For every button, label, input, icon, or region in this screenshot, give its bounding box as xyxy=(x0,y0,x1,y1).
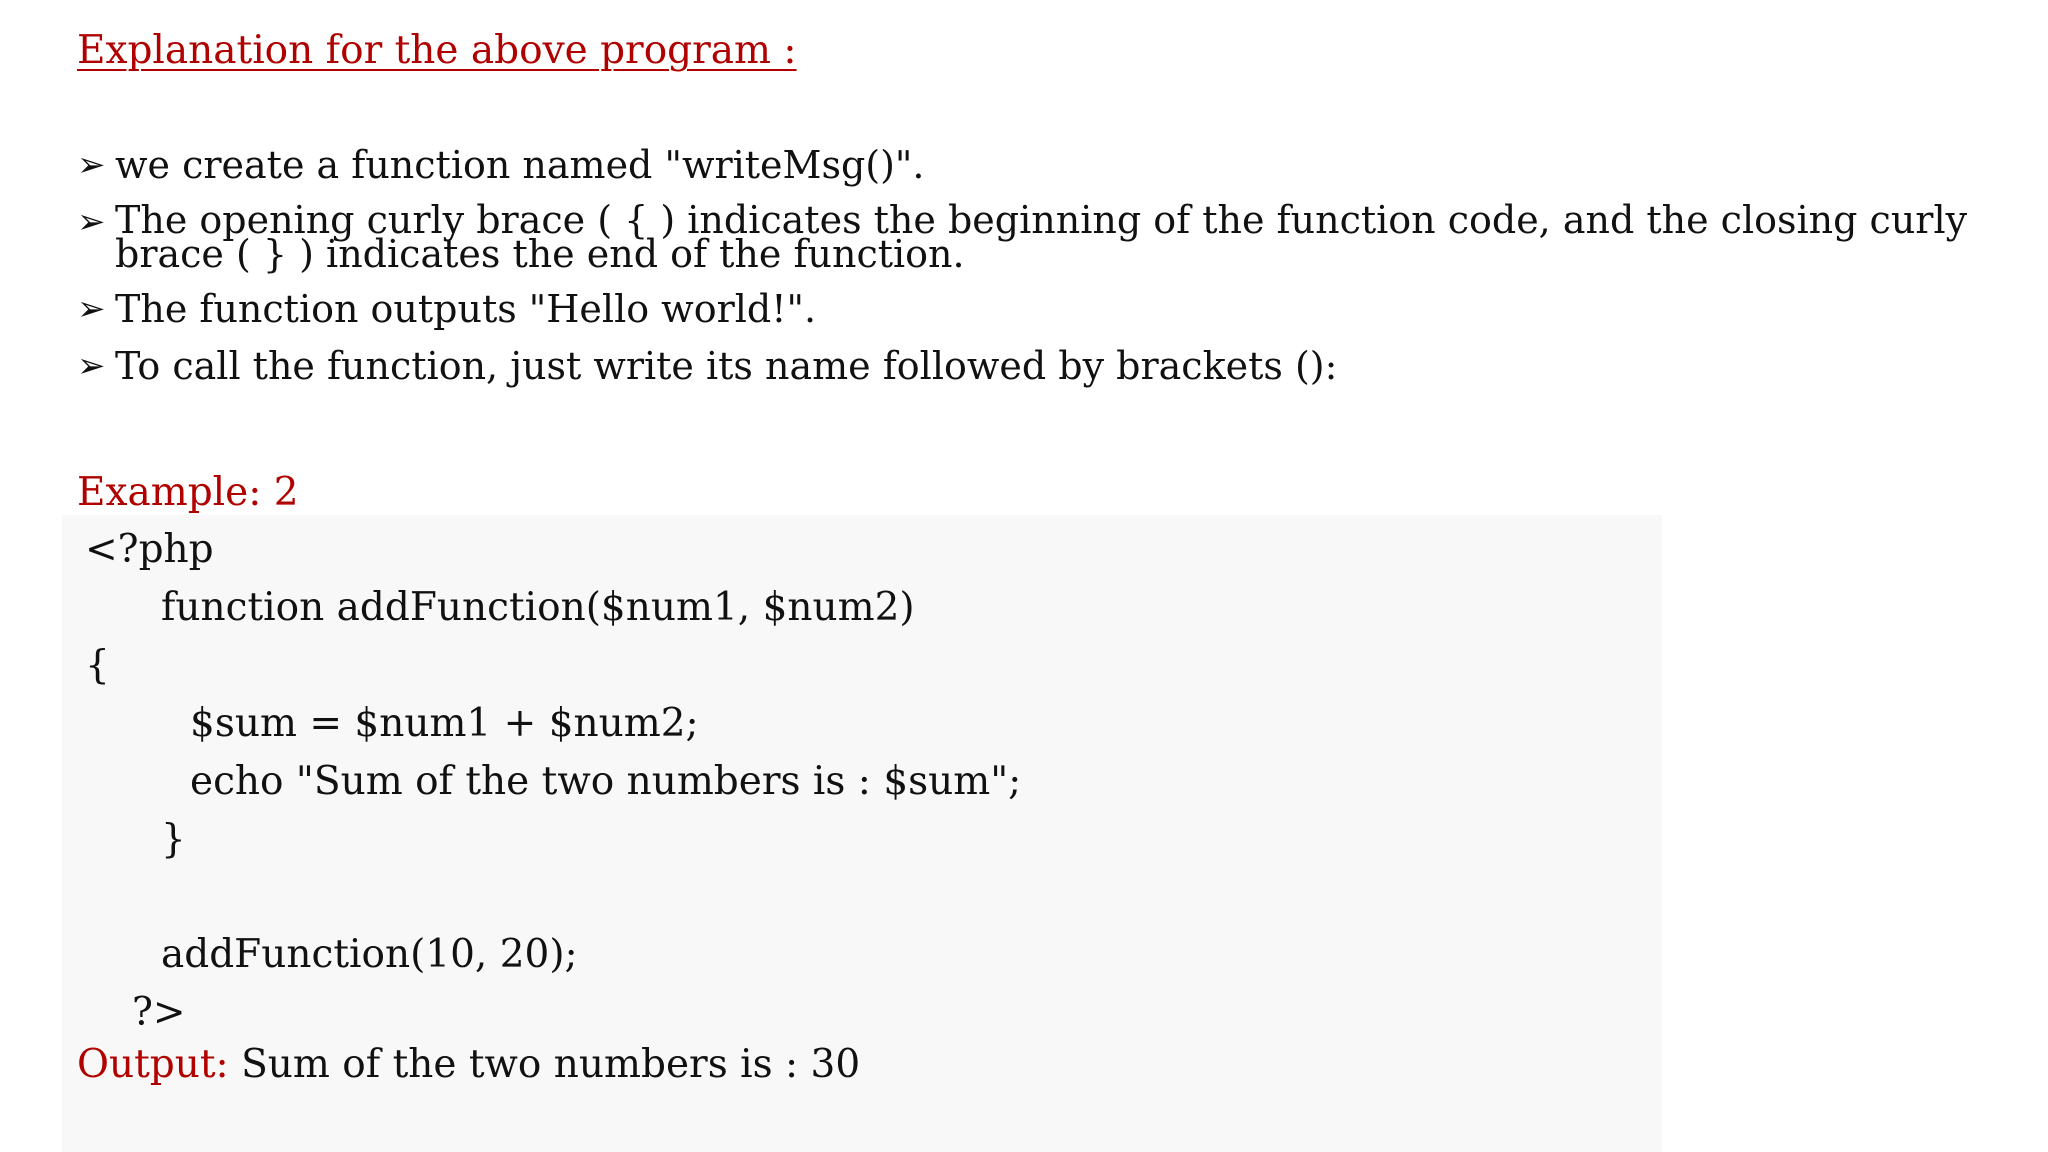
code-line-php-close: ?> xyxy=(132,990,186,1035)
output-line xyxy=(77,1042,860,1087)
output-value: Sum of the two numbers is : 30 xyxy=(228,1042,861,1087)
bullet-item xyxy=(77,344,2007,388)
arrow-bullet-icon: ➢ xyxy=(77,202,106,242)
bullet-text: The function outputs "Hello world!". xyxy=(115,287,817,331)
arrow-bullet-icon: ➢ xyxy=(77,289,106,329)
code-line-open-brace: { xyxy=(85,643,110,688)
arrow-bullet-icon: ➢ xyxy=(77,145,106,185)
code-line-echo: echo "Sum of the two numbers is : $sum"; xyxy=(190,759,1022,804)
example-label: Example: 2 xyxy=(77,470,299,515)
code-line-php-open: <?php xyxy=(85,527,214,572)
arrow-bullet-icon: ➢ xyxy=(77,346,106,386)
bullet-item xyxy=(77,198,2007,276)
explanation-heading: Explanation for the above program : xyxy=(77,28,797,73)
code-line-function-signature: function addFunction($num1, $num2) xyxy=(161,585,915,630)
bullet-text: we create a function named "writeMsg()". xyxy=(115,143,925,187)
output-label: Output: xyxy=(77,1042,229,1087)
code-line-sum-assignment: $sum = $num1 + $num2; xyxy=(190,701,699,746)
bullet-item xyxy=(77,143,2007,187)
bullet-item xyxy=(77,287,2007,331)
bullet-text: The opening curly brace ( { ) indicates the beginning of the function code, and the closing curly brace ( } ) indicates the end of the function. xyxy=(115,198,1968,276)
code-line-function-call: addFunction(10, 20); xyxy=(161,932,578,977)
code-line-close-brace: } xyxy=(161,817,186,862)
bullet-text: To call the function, just write its name followed by brackets (): xyxy=(115,344,1338,388)
bullet-list xyxy=(77,143,2007,404)
